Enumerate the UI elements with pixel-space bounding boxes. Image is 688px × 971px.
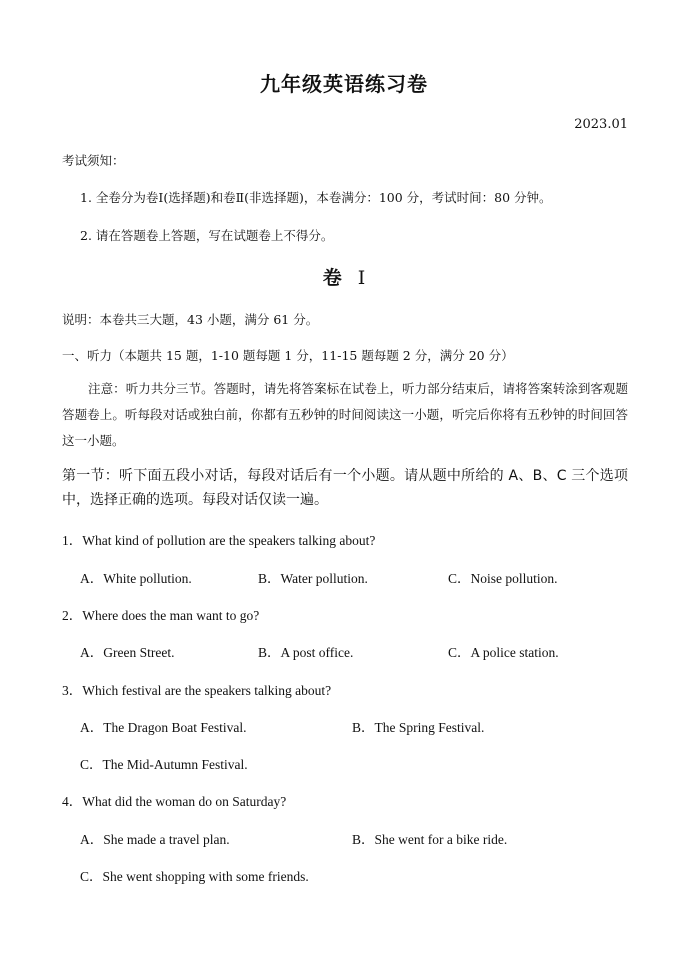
notice-heading: 考试须知： [62,153,125,168]
question-2-option-a: A．Green Street. [80,645,175,660]
question-4-stem: 4．What did the woman do on Saturday? [62,794,287,809]
question-4-option-b: B．She went for a bike ride. [352,832,508,847]
question-2-option-c: C．A police station. [448,645,559,660]
listening-attention [62,376,628,454]
question-4-option-a: A．She made a travel plan. [80,832,230,847]
section-label: 卷 [322,267,342,289]
question-3-stem: 3．Which festival are the speakers talking about? [62,683,332,698]
notice-item-1: 1. 全卷分为卷Ⅰ(选择题)和卷Ⅱ(非选择题)，本卷满分：100 分，考试时间：80 分钟。 [80,190,552,205]
question-1-stem: 1．What kind of pollution are the speakers talking about? [62,533,376,548]
section-roman: Ⅰ [357,267,366,289]
question-4-option-c: C．She went shopping with some friends. [80,869,309,884]
section-note: 说明：本卷共三大题，43 小题，满分 61 分。 [62,312,319,327]
question-1-option-c: C．Noise pollution. [448,571,558,586]
question-3-option-b: B．The Spring Festival. [352,720,485,735]
question-3-option-c: C．The Mid-Autumn Festival. [80,757,248,772]
question-2-stem: 2．Where does the man want to go? [62,608,260,623]
page-title: 九年级英语练习卷 [260,72,428,96]
question-1-option-a: A．White pollution. [80,571,192,586]
listening-attention-text: 注意：听力共分三节。答题时，请先将答案标在试卷上，听力部分结束后，请将答案转涂到客观题答题卷上。听每段对话或独白前，你都有五秒钟的时间阅读这一小题，听完后你将有五秒钟的时间回答这一小题。 [62,381,628,448]
notice-item-2: 2. 请在答题卷上答题，写在试题卷上不得分。 [80,228,334,243]
question-1-option-b: B．Water pollution. [258,571,368,586]
question-2-option-b: B．A post office. [258,645,354,660]
exam-date: 2023.01 [574,117,628,132]
question-3-option-a: A．The Dragon Boat Festival. [80,720,247,735]
section-title [0,263,688,290]
part1-instructions: 第一节：听下面五段小对话，每段对话后有一个小题。请从题中所给的 A、B、C 三个选项中，选择正确的选项。每段对话仅读一遍。 [62,468,628,508]
listening-heading: 一、听力（本题共 15 题，1-10 题每题 1 分，11-15 题每题 2 分，满分 20 分） [62,348,514,363]
